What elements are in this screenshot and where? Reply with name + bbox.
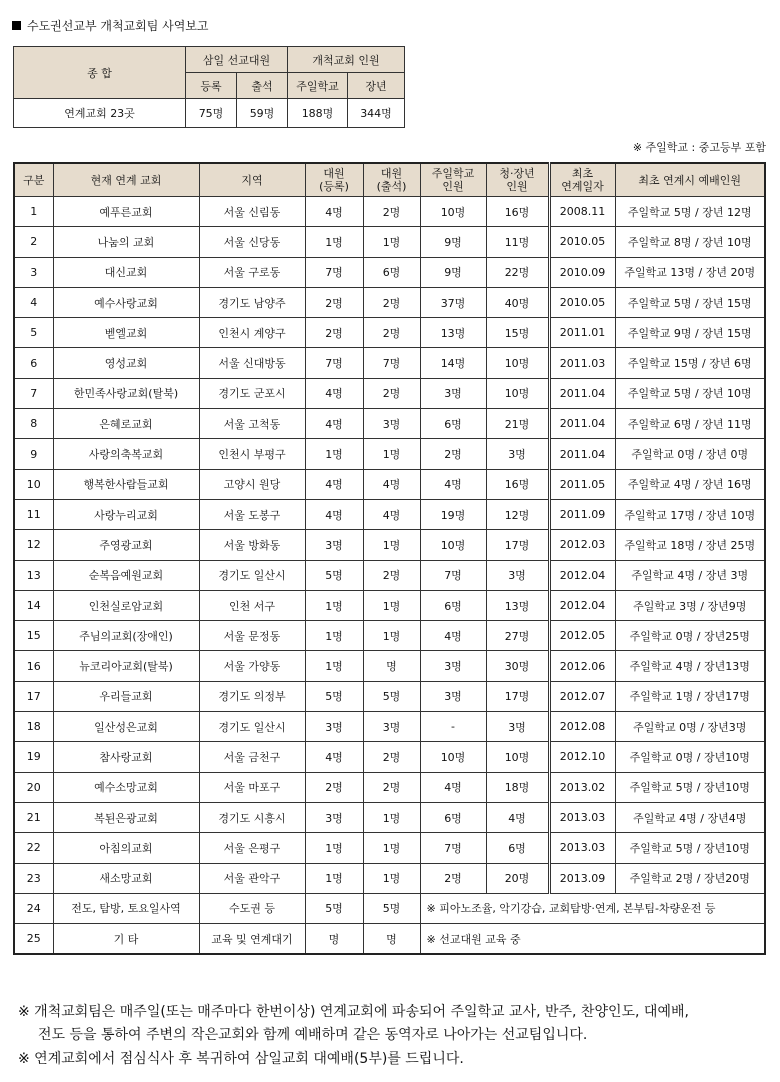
summary-sub-header: 출석 — [237, 73, 288, 99]
table-row — [14, 712, 765, 742]
column-header: 구분 — [14, 163, 53, 197]
table-cell: 2011.01 — [549, 318, 615, 348]
table-cell: 주일학교 4명 / 장년4명 — [615, 802, 765, 832]
table-cell: 2명 — [363, 378, 420, 408]
summary-sub-header: 장년 — [348, 73, 405, 99]
table-cell: 주일학교 0명 / 장년 0명 — [615, 439, 765, 469]
table-cell: 18 — [14, 712, 53, 742]
table-cell: 2명 — [363, 742, 420, 772]
table-cell: 4명 — [420, 621, 486, 651]
table-cell: 2012.10 — [549, 742, 615, 772]
table-cell: 2명 — [363, 197, 420, 227]
table-cell: 1명 — [305, 833, 363, 863]
table-cell: 2013.02 — [549, 772, 615, 802]
table-cell: 수도권 등 — [199, 893, 305, 923]
table-cell: 2011.04 — [549, 409, 615, 439]
table-cell: 인천시 부평구 — [199, 439, 305, 469]
table-cell: 예푸른교회 — [53, 197, 199, 227]
table-cell: 주일학교 8명 / 장년 10명 — [615, 227, 765, 257]
table-cell: 5명 — [363, 893, 420, 923]
table-cell: 벧엘교회 — [53, 318, 199, 348]
table-cell: 서울 문정동 — [199, 621, 305, 651]
table-cell: 1명 — [363, 833, 420, 863]
table-cell: 3명 — [486, 712, 549, 742]
table-row — [14, 257, 765, 287]
table-cell: 2012.03 — [549, 530, 615, 560]
table-cell: 경기도 시흥시 — [199, 802, 305, 832]
table-cell: 주님의교회(장애인) — [53, 621, 199, 651]
table-cell: 서울 신대방동 — [199, 348, 305, 378]
table-cell: 16명 — [486, 469, 549, 499]
table-cell: 2008.11 — [549, 197, 615, 227]
table-cell: 주일학교 2명 / 장년20명 — [615, 863, 765, 893]
table-cell: 영성교회 — [53, 348, 199, 378]
table-cell: 2012.04 — [549, 590, 615, 620]
table-cell: 1명 — [305, 439, 363, 469]
table-cell: 15명 — [486, 318, 549, 348]
table-cell: 22 — [14, 833, 53, 863]
table-row — [14, 893, 765, 923]
table-cell: 8 — [14, 409, 53, 439]
table-cell: 우리들교회 — [53, 681, 199, 711]
title-text: 수도권선교부 개척교회팀 사역보고 — [27, 19, 209, 33]
table-cell: 2명 — [305, 287, 363, 317]
table-cell: 서울 신림동 — [199, 197, 305, 227]
table-cell: 1명 — [305, 863, 363, 893]
table-cell: 17명 — [486, 681, 549, 711]
table-cell: 5 — [14, 318, 53, 348]
table-cell: 6명 — [420, 409, 486, 439]
table-cell: 2012.08 — [549, 712, 615, 742]
table-cell: 25 — [14, 924, 53, 955]
column-header: 주일학교 인원 — [420, 163, 486, 197]
table-row — [14, 348, 765, 378]
table-cell: 16명 — [486, 197, 549, 227]
table-row — [14, 863, 765, 893]
table-cell: 서울 은평구 — [199, 833, 305, 863]
table-cell: 2명 — [420, 439, 486, 469]
table-cell: 10명 — [486, 348, 549, 378]
table-cell: 2명 — [420, 863, 486, 893]
table-row — [14, 378, 765, 408]
footer-line: ※ 연계교회에서 점심식사 후 복귀하여 삼일교회 대예배(5부)를 드립니다. — [18, 1051, 464, 1067]
table-cell: 주일학교 1명 / 장년17명 — [615, 681, 765, 711]
table-cell: 7명 — [420, 833, 486, 863]
table-cell: 1명 — [363, 530, 420, 560]
table-cell: 2명 — [363, 560, 420, 590]
column-header: 대원 (등록) — [305, 163, 363, 197]
table-header-row — [14, 163, 765, 197]
table-row — [14, 439, 765, 469]
table-cell: 3명 — [305, 712, 363, 742]
table-cell: 사랑의축복교회 — [53, 439, 199, 469]
table-row — [14, 409, 765, 439]
table-cell: 13명 — [486, 590, 549, 620]
table-cell: 주일학교 4명 / 장년 3명 — [615, 560, 765, 590]
table-cell: 21 — [14, 802, 53, 832]
table-cell: 주일학교 5명 / 장년 10명 — [615, 378, 765, 408]
table-cell: 2명 — [305, 318, 363, 348]
table-cell: 서울 구로동 — [199, 257, 305, 287]
table-cell: 7명 — [363, 348, 420, 378]
table-cell: 주일학교 0명 / 장년25명 — [615, 621, 765, 651]
table-cell: 경기도 일산시 — [199, 712, 305, 742]
table-cell: 참사랑교회 — [53, 742, 199, 772]
table-cell: 4명 — [363, 499, 420, 529]
table-cell: 4명 — [305, 499, 363, 529]
column-header: 최초 연계일자 — [549, 163, 615, 197]
table-cell: 1명 — [363, 802, 420, 832]
table-cell: 2010.05 — [549, 227, 615, 257]
table-cell: 18명 — [486, 772, 549, 802]
table-cell: 2011.05 — [549, 469, 615, 499]
summary-value: 59명 — [237, 99, 288, 128]
table-cell: 2명 — [363, 318, 420, 348]
table-cell: 3명 — [420, 651, 486, 681]
table-cell: 서울 방화동 — [199, 530, 305, 560]
table-cell: 4명 — [363, 469, 420, 499]
table-cell: 주일학교 18명 / 장년 25명 — [615, 530, 765, 560]
table-row — [14, 318, 765, 348]
table-cell: 3명 — [420, 681, 486, 711]
table-cell: 3 — [14, 257, 53, 287]
table-cell: 23 — [14, 863, 53, 893]
table-cell: 3명 — [363, 712, 420, 742]
table-cell: 인천시 계양구 — [199, 318, 305, 348]
table-cell: 경기도 의정부 — [199, 681, 305, 711]
table-cell: 교육 및 연계대기 — [199, 924, 305, 955]
table-cell: 7명 — [305, 348, 363, 378]
square-bullet-icon — [12, 21, 21, 30]
table-row — [14, 590, 765, 620]
table-cell: 2013.09 — [549, 863, 615, 893]
table-cell: 9명 — [420, 257, 486, 287]
table-cell: 경기도 남양주 — [199, 287, 305, 317]
table-cell: 대신교회 — [53, 257, 199, 287]
table-cell: 10명 — [486, 742, 549, 772]
table-row — [14, 802, 765, 832]
table-cell: 7명 — [420, 560, 486, 590]
table-cell: 4명 — [305, 742, 363, 772]
table-cell: 1명 — [363, 863, 420, 893]
table-cell: 27명 — [486, 621, 549, 651]
table-cell: 14 — [14, 590, 53, 620]
column-header: 현재 연계 교회 — [53, 163, 199, 197]
table-cell: 3명 — [486, 439, 549, 469]
table-cell: 서울 가양동 — [199, 651, 305, 681]
table-cell: 24 — [14, 893, 53, 923]
table-cell: 19 — [14, 742, 53, 772]
table-cell: 일산성은교회 — [53, 712, 199, 742]
table-cell: 6명 — [363, 257, 420, 287]
table-cell: 2013.03 — [549, 833, 615, 863]
table-row — [14, 651, 765, 681]
table-cell: 1명 — [305, 227, 363, 257]
table-cell: 2010.09 — [549, 257, 615, 287]
table-cell: 주일학교 0명 / 장년3명 — [615, 712, 765, 742]
table-cell: 2011.09 — [549, 499, 615, 529]
footer-note-1 — [18, 1001, 689, 1024]
table-cell: 4명 — [305, 469, 363, 499]
table-cell: 전도, 탐방, 토요일사역 — [53, 893, 199, 923]
table-cell: 예수소망교회 — [53, 772, 199, 802]
table-cell: - — [420, 712, 486, 742]
table-cell: 6명 — [486, 833, 549, 863]
table-cell: 2012.06 — [549, 651, 615, 681]
table-cell: 주일학교 17명 / 장년 10명 — [615, 499, 765, 529]
church-table — [13, 162, 766, 955]
table-cell: 2명 — [363, 772, 420, 802]
table-row — [14, 197, 765, 227]
table-cell: 13명 — [420, 318, 486, 348]
note-top: ※ 주일학교 : 중고등부 포함 — [632, 141, 766, 154]
table-cell: 명 — [305, 924, 363, 955]
table-cell: 고양시 원당 — [199, 469, 305, 499]
table-cell: 한민족사랑교회(탈북) — [53, 378, 199, 408]
table-cell: 아침의교회 — [53, 833, 199, 863]
table-cell: 5명 — [363, 681, 420, 711]
table-cell: 인천실로암교회 — [53, 590, 199, 620]
table-cell: 11명 — [486, 227, 549, 257]
table-cell: 2011.04 — [549, 439, 615, 469]
table-cell: 14명 — [420, 348, 486, 378]
table-cell: 사랑누리교회 — [53, 499, 199, 529]
table-cell: 주일학교 3명 / 장년9명 — [615, 590, 765, 620]
table-cell: 순복음예원교회 — [53, 560, 199, 590]
table-row — [14, 924, 765, 955]
table-cell: 3명 — [363, 409, 420, 439]
table-cell: 2012.04 — [549, 560, 615, 590]
table-cell: 12명 — [486, 499, 549, 529]
column-header: 대원 (출석) — [363, 163, 420, 197]
summary-sub-header: 주일학교 — [288, 73, 348, 99]
table-cell: 2명 — [363, 287, 420, 317]
table-row — [14, 560, 765, 590]
summary-header-group2: 개척교회 인원 — [288, 47, 405, 73]
table-cell: 3명 — [486, 560, 549, 590]
table-cell: 2명 — [305, 772, 363, 802]
footer-line: 전도 등을 통하여 주변의 작은교회와 함께 예배하며 같은 동역자로 나아가는 선교팀입니다. — [38, 1027, 588, 1043]
table-cell: 4명 — [305, 409, 363, 439]
table-cell: 주일학교 6명 / 장년 11명 — [615, 409, 765, 439]
table-cell: 30명 — [486, 651, 549, 681]
table-cell: 예수사랑교회 — [53, 287, 199, 317]
table-cell: 주일학교 5명 / 장년 15명 — [615, 287, 765, 317]
table-cell: 2012.07 — [549, 681, 615, 711]
table-cell: 인천 서구 — [199, 590, 305, 620]
table-cell: 4 — [14, 287, 53, 317]
table-cell: 5명 — [305, 681, 363, 711]
table-cell: 복된은광교회 — [53, 802, 199, 832]
table-cell: 19명 — [420, 499, 486, 529]
table-row — [14, 621, 765, 651]
table-cell: 2012.05 — [549, 621, 615, 651]
table-cell: 6명 — [420, 802, 486, 832]
table-cell: 은혜로교회 — [53, 409, 199, 439]
table-cell: 1명 — [363, 590, 420, 620]
column-header: 청·장년 인원 — [486, 163, 549, 197]
footer-note-2 — [38, 1024, 587, 1047]
table-row — [14, 499, 765, 529]
table-cell: 21명 — [486, 409, 549, 439]
table-cell: 주일학교 0명 / 장년10명 — [615, 742, 765, 772]
table-cell: 1명 — [363, 439, 420, 469]
table-cell: 나눔의 교회 — [53, 227, 199, 257]
table-cell: 경기도 군포시 — [199, 378, 305, 408]
table-cell: 37명 — [420, 287, 486, 317]
table-cell: 주일학교 15명 / 장년 6명 — [615, 348, 765, 378]
table-cell: 10명 — [420, 742, 486, 772]
table-cell: 6명 — [420, 590, 486, 620]
table-cell: 1명 — [363, 621, 420, 651]
summary-header-group1: 삼일 선교대원 — [186, 47, 288, 73]
table-cell: 4명 — [486, 802, 549, 832]
table-cell: 10명 — [486, 378, 549, 408]
table-cell: 13 — [14, 560, 53, 590]
table-row — [14, 833, 765, 863]
table-cell: 3명 — [305, 802, 363, 832]
table-cell: 2 — [14, 227, 53, 257]
table-cell: 4명 — [305, 378, 363, 408]
table-cell: 15 — [14, 621, 53, 651]
table-cell: 주일학교 9명 / 장년 15명 — [615, 318, 765, 348]
summary-header-total: 종 합 — [14, 47, 186, 99]
table-row — [14, 530, 765, 560]
table-cell: 1 — [14, 197, 53, 227]
table-cell: 10명 — [420, 530, 486, 560]
table-cell: 1명 — [305, 621, 363, 651]
table-cell: 1명 — [305, 651, 363, 681]
table-cell: 서울 마포구 — [199, 772, 305, 802]
table-cell: 17명 — [486, 530, 549, 560]
table-cell: 17 — [14, 681, 53, 711]
table-row — [14, 287, 765, 317]
footer-line: ※ 개척교회팀은 매주일(또는 매주마다 한번이상) 연계교회에 파송되어 주일학교 교사, 반주, 찬양인도, 대예배, — [18, 1004, 689, 1020]
table-cell: 5명 — [305, 560, 363, 590]
table-cell: 주일학교 13명 / 장년 20명 — [615, 257, 765, 287]
table-cell: 11 — [14, 499, 53, 529]
table-cell: 2010.05 — [549, 287, 615, 317]
page-title — [12, 17, 209, 34]
table-cell: 주일학교 5명 / 장년 12명 — [615, 197, 765, 227]
table-cell: 10 — [14, 469, 53, 499]
table-cell: 7명 — [305, 257, 363, 287]
table-cell: 40명 — [486, 287, 549, 317]
table-cell: 주일학교 5명 / 장년10명 — [615, 772, 765, 802]
table-cell: 주영광교회 — [53, 530, 199, 560]
table-cell: 12 — [14, 530, 53, 560]
table-cell: 새소망교회 — [53, 863, 199, 893]
table-cell: 10명 — [420, 197, 486, 227]
table-cell: 4명 — [305, 197, 363, 227]
table-row — [14, 469, 765, 499]
summary-value: 344명 — [348, 99, 405, 128]
table-note-cell: ※ 피아노조율, 악기강습, 교회탐방·연계, 본부팀-차량운전 등 — [420, 893, 765, 923]
table-cell: 서울 금천구 — [199, 742, 305, 772]
table-cell: 2011.04 — [549, 378, 615, 408]
table-cell: 3명 — [420, 378, 486, 408]
table-cell: 명 — [363, 651, 420, 681]
table-cell: 1명 — [305, 590, 363, 620]
summary-row-label: 연계교회 23곳 — [14, 99, 186, 128]
table-cell: 기 타 — [53, 924, 199, 955]
summary-value: 188명 — [288, 99, 348, 128]
table-cell: 경기도 일산시 — [199, 560, 305, 590]
table-cell: 주일학교 4명 / 장년13명 — [615, 651, 765, 681]
table-cell: 서울 관악구 — [199, 863, 305, 893]
table-cell: 명 — [363, 924, 420, 955]
table-cell: 7 — [14, 378, 53, 408]
table-row — [14, 227, 765, 257]
table-cell: 2011.03 — [549, 348, 615, 378]
table-cell: 뉴코리아교회(탈북) — [53, 651, 199, 681]
table-cell: 16 — [14, 651, 53, 681]
table-cell: 주일학교 4명 / 장년 16명 — [615, 469, 765, 499]
table-cell: 행복한사람들교회 — [53, 469, 199, 499]
table-cell: 22명 — [486, 257, 549, 287]
summary-table — [13, 46, 405, 128]
table-cell: 4명 — [420, 469, 486, 499]
table-row — [14, 772, 765, 802]
table-cell: 9명 — [420, 227, 486, 257]
footer-note-3 — [18, 1048, 464, 1071]
table-cell: 1명 — [363, 227, 420, 257]
table-cell: 4명 — [420, 772, 486, 802]
column-header: 지역 — [199, 163, 305, 197]
table-cell: 20 — [14, 772, 53, 802]
table-cell: 20명 — [486, 863, 549, 893]
table-cell: 6 — [14, 348, 53, 378]
table-cell: 5명 — [305, 893, 363, 923]
summary-sub-header: 등록 — [186, 73, 237, 99]
table-cell: 서울 고척동 — [199, 409, 305, 439]
table-row — [14, 742, 765, 772]
summary-value: 75명 — [186, 99, 237, 128]
table-cell: 3명 — [305, 530, 363, 560]
table-cell: 주일학교 5명 / 장년10명 — [615, 833, 765, 863]
table-cell: 2013.03 — [549, 802, 615, 832]
column-header: 최초 연계시 예배인원 — [615, 163, 765, 197]
table-cell: 서울 도봉구 — [199, 499, 305, 529]
table-row — [14, 681, 765, 711]
table-note-cell: ※ 선교대원 교육 중 — [420, 924, 765, 955]
table-cell: 9 — [14, 439, 53, 469]
table-cell: 서울 신당동 — [199, 227, 305, 257]
